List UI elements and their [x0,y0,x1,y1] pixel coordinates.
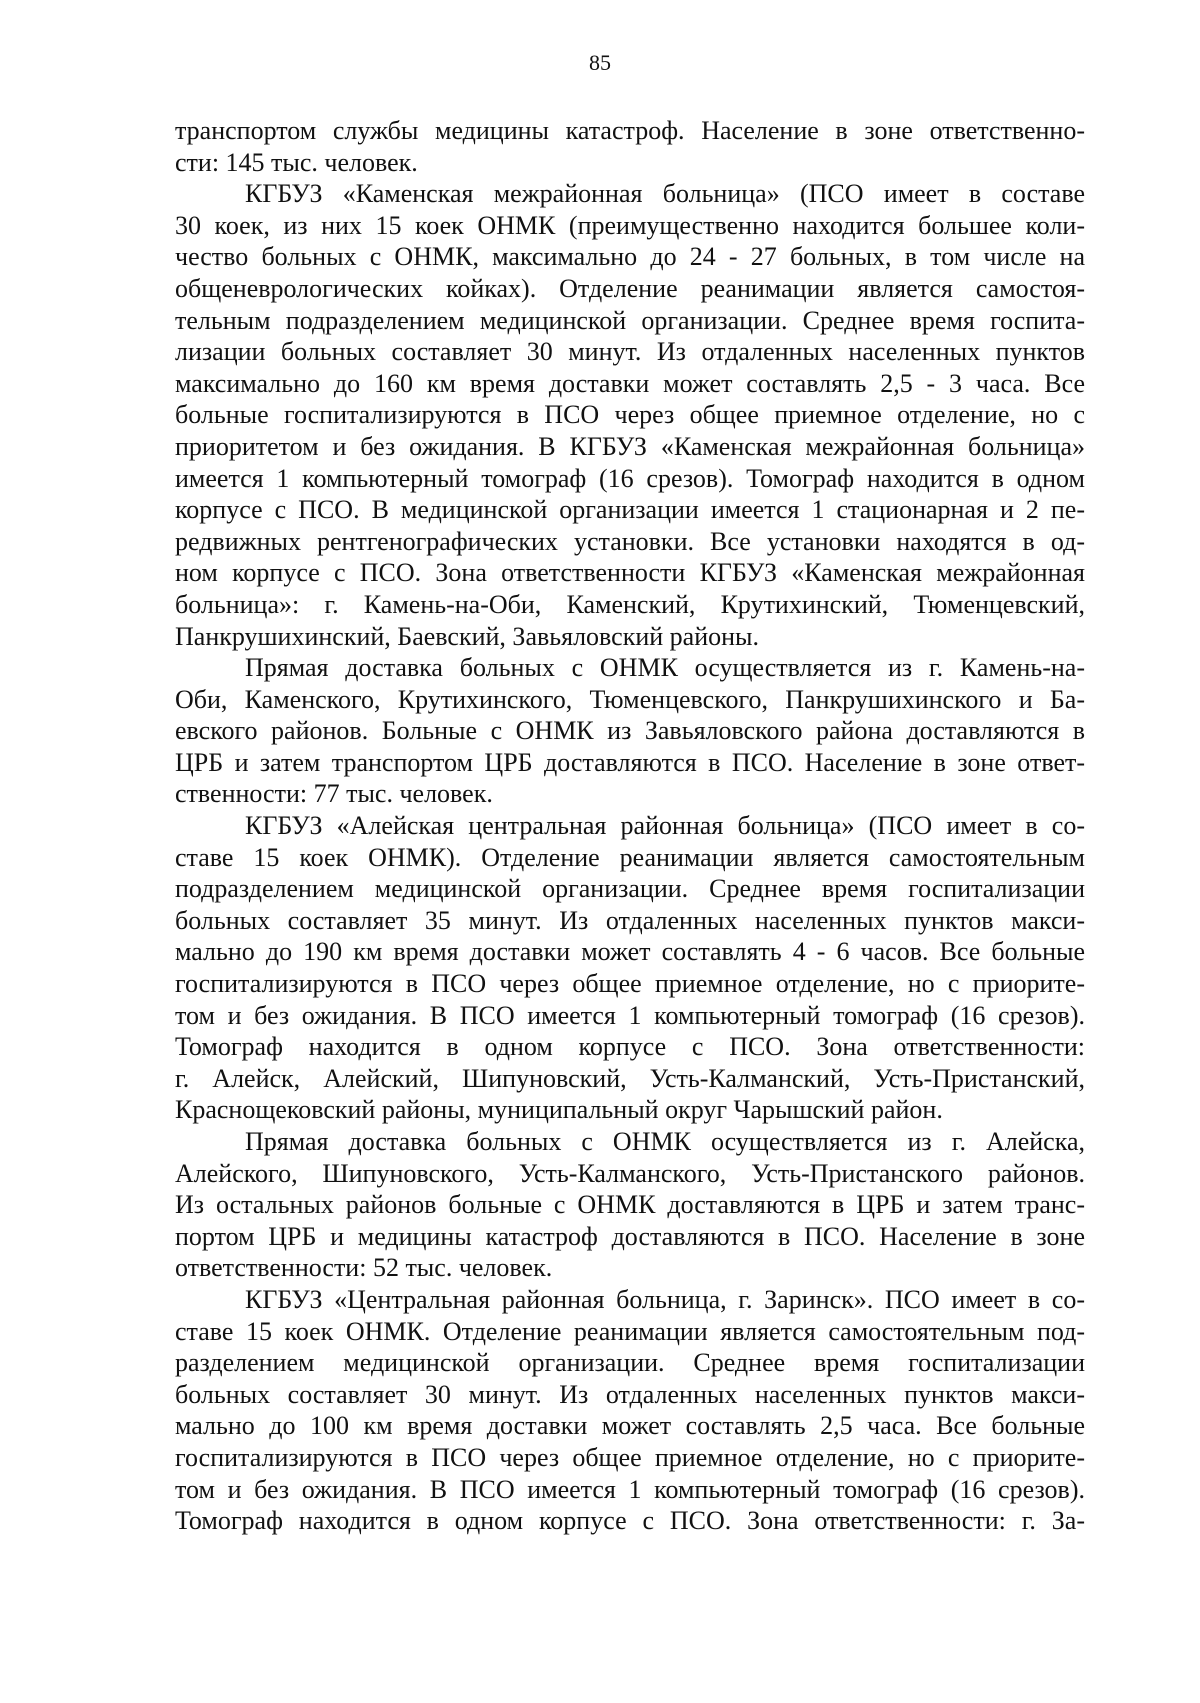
text-line: Томограф находится в одном корпусе с ПСО. Зона ответственности: г. За- [175,1506,1085,1536]
text-line: тельным подразделением медицинской организации. Среднее время госпита- [175,305,1085,335]
text-line: ставе 15 коек ОНМК). Отделение реанимации является самостоятельным [175,842,1085,872]
text-line: том и без ожидания. В ПСО имеется 1 компьютерный томограф (16 срезов). [175,1000,1085,1030]
text-line: имеется 1 компьютерный томограф (16 срезов). Томограф находится в одном [175,463,1085,493]
text-line: Прямая доставка больных с ОНМК осуществляется из г. Алейска, [245,1127,1085,1156]
text-line: разделением медицинской организации. Среднее время госпитализации [175,1348,1085,1378]
text-line: больница»: г. Камень-на-Оби, Каменский, Крутихинский, Тюменцевский, [175,589,1085,619]
text-line: больных составляет 35 минут. Из отдаленных населенных пунктов макси- [175,905,1085,935]
text-line: Краснощековский районы, муниципальный округ Чарышский район. [175,1095,943,1125]
text-line: подразделением медицинской организации. Среднее время госпитализации [175,874,1085,904]
text-line: ответственности: 52 тыс. человек. [175,1253,553,1283]
text-line: чество больных с ОНМК, максимально до 24 - 27 больных, в том числе на [175,242,1085,272]
text-line: Из остальных районов больные с ОНМК доставляются в ЦРБ и затем транс- [175,1190,1085,1220]
text-line: евского районов. Больные с ОНМК из Завьяловского района доставляются в [175,716,1085,746]
text-line: корпусе с ПСО. В медицинской организации имеется 1 стационарная и 2 пе- [175,495,1085,525]
text-line: том и без ожидания. В ПСО имеется 1 компьютерный томограф (16 срезов). [175,1474,1085,1504]
text-line: лизации больных составляет 30 минут. Из отдаленных населенных пунктов [175,337,1085,367]
text-line: мально до 100 км время доставки может составлять 2,5 часа. Все больные [175,1411,1085,1441]
text-line: Панкрушихинский, Баевский, Завьяловский районы. [175,621,760,651]
text-line: транспортом службы медицины катастроф. Население в зоне ответственно- [175,116,1085,145]
text-line: КГБУЗ «Каменская межрайонная больница» (ПСО имеет в составе [245,179,1085,209]
text-line: мально до 190 км время доставки может составлять 4 - 6 часов. Все больные [175,937,1085,967]
text-line: больных составляет 30 минут. Из отдаленных населенных пунктов макси- [175,1379,1085,1409]
text-line: КГБУЗ «Алейская центральная районная больница» (ПСО имеет в со- [245,811,1085,841]
text-line: редвижных рентгенографических установки. Все установки находятся в од- [175,526,1085,556]
text-line: ном корпусе с ПСО. Зона ответственности КГБУЗ «Каменская межрайонная [175,558,1085,588]
text-line: Томограф находится в одном корпусе с ПСО. Зона ответственности: [175,1032,1085,1062]
text-line: максимально до 160 км время доставки может составлять 2,5 - 3 часа. Все [175,368,1085,398]
text-line: госпитализируются в ПСО через общее приемное отделение, но с приорите- [175,969,1085,999]
text-line: сти: 145 тыс. человек. [175,147,418,177]
text-line: Алейского, Шипуновского, Усть-Калманского, Усть-Пристанского районов. [175,1158,1085,1188]
text-line: общеневрологических койках). Отделение реанимации является самостоя- [175,273,1085,303]
text-line: КГБУЗ «Центральная районная больница, г. Заринск». ПСО имеет в со- [245,1284,1085,1314]
text-line: Оби, Каменского, Крутихинского, Тюменцевского, Панкрушихинского и Ба- [175,684,1085,714]
body-text [175,115,1085,1537]
text-line: 30 коек, из них 15 коек ОНМК (преимущественно находится большее коли- [175,210,1085,240]
text-line: Прямая доставка больных с ОНМК осуществляется из г. Камень-на- [245,653,1085,683]
text-line: приоритетом и без ожидания. В КГБУЗ «Каменская межрайонная больница» [175,431,1085,461]
text-line: г. Алейск, Алейский, Шипуновский, Усть-Калманский, Усть-Пристанский, [175,1063,1085,1093]
text-line: ставе 15 коек ОНМК. Отделение реанимации является самостоятельным под- [175,1316,1085,1346]
text-line: ственности: 77 тыс. человек. [175,779,493,809]
text-line: госпитализируются в ПСО через общее приемное отделение, но с приорите- [175,1442,1085,1472]
text-line: портом ЦРБ и медицины катастроф доставляются в ПСО. Население в зоне [175,1221,1085,1251]
page-number: 85 [589,50,611,75]
text-line: ЦРБ и затем транспортом ЦРБ доставляются в ПСО. Население в зоне ответ- [175,747,1085,777]
text-line: больные госпитализируются в ПСО через общее приемное отделение, но с [175,400,1085,430]
